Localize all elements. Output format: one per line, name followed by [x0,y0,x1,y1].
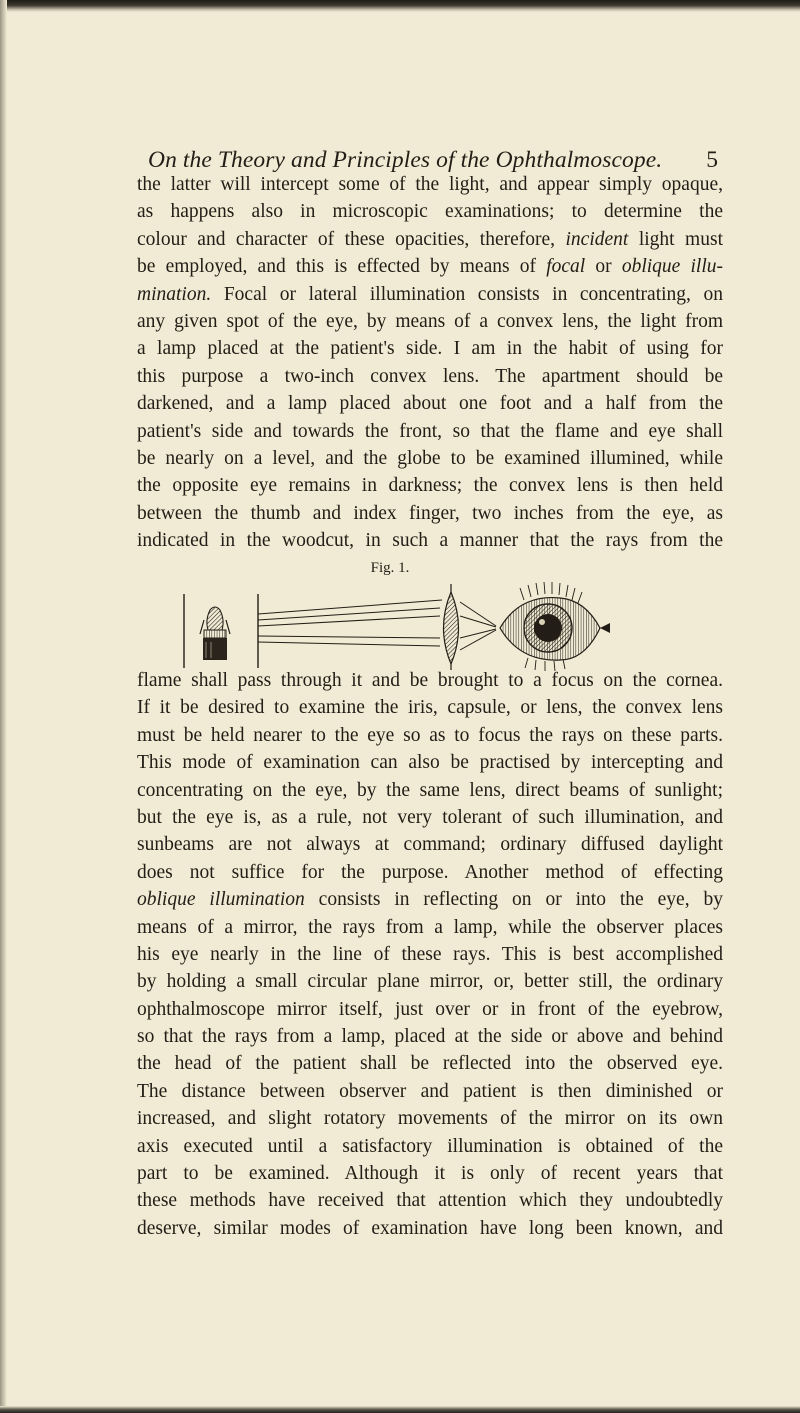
text-run: colour and character of these opacities, therefore, [137,228,566,250]
text-run: does not suffice for the purpose. Another method of effecting [137,861,723,883]
page-bottom-shadow [0,1406,800,1413]
text-run: concentrating on the eye, by the same lens, direct beams of sunlight; [137,779,723,801]
text-run: so that the rays from a lamp, placed at the side or above and behind [137,1026,723,1048]
text-line [137,1160,723,1187]
eye-icon [500,582,610,671]
figure-caption: Fig. 1. [370,560,410,576]
text-line [137,694,723,721]
text-line [137,445,723,472]
text-run: any given spot of the eye, by means of a convex lens, the light from [137,310,723,332]
text-run: the opposite eye remains in darkness; the convex lens is then held [137,475,723,497]
text-run: sunbeams are not always at command; ordinary diffused daylight [137,834,723,856]
italic-text: incident [565,228,629,250]
text-line [137,996,723,1023]
text-line [137,831,723,858]
page-number: 5 [706,147,718,173]
text-run: the head of the patient shall be reflected into the observed eye. [137,1053,723,1075]
text-line [137,968,723,995]
text-run: but the eye is, as a rule, not very tolerant of such illumination, and [137,806,723,828]
text-line [137,859,723,886]
text-run: patient's side and towards the front, so that the flame and eye shall [137,420,723,442]
text-run: as happens also in microscopic examinations; to determine the [137,201,723,223]
text-run: axis executed until a satisfactory illumination is obtained of the [137,1135,723,1157]
text-line [137,472,723,499]
figure-woodcut [170,560,610,670]
text-line [137,1105,723,1132]
body-text-upper [137,171,723,554]
text-run: be nearly on a level, and the globe to be examined illumined, while [137,447,723,469]
text-run: darkened, and a lamp placed about one foot and a half from the [137,393,723,415]
text-line [137,308,723,335]
italic-text: mination. [137,283,212,305]
text-line [137,749,723,776]
text-line [137,722,723,749]
text-line [137,281,723,308]
text-line [137,363,723,390]
text-run: light must [628,228,723,250]
text-line [137,418,723,445]
text-line [137,1187,723,1214]
text-run: Focal or lateral illumination consists in concentrating, on [211,283,723,305]
text-run: means of a mirror, the rays from a lamp, while the observer places [137,916,723,938]
page-gutter-shadow [0,0,7,1413]
text-run: these methods have received that attention which they undoubtedly [137,1190,723,1212]
text-line [137,1023,723,1050]
text-line [137,914,723,941]
italic-text: oblique illu- [621,256,723,278]
text-line [137,253,723,280]
text-run: ophthalmoscope mirror itself, just over or in front of the eyebrow, [137,998,723,1020]
convex-lens-icon [444,584,459,670]
text-run: increased, and slight rotatory movements of the mirror on its own [137,1108,723,1130]
text-line [137,1133,723,1160]
text-run: flame shall pass through it and be brought to a focus on the cornea. [137,670,723,691]
text-line [137,226,723,253]
text-run: consists in reflecting on or into the eye, by [304,889,723,911]
text-run: by holding a small circular plane mirror, or, better still, the ordinary [137,971,723,993]
text-run: between the thumb and index finger, two inches from the eye, as [137,502,723,524]
text-run: indicated in the woodcut, in such a manner that the rays from the [137,530,723,552]
running-head: On the Theory and Principles of the Ophthalmoscope. [148,147,663,173]
text-line [137,171,723,198]
text-line [137,804,723,831]
text-line [137,667,723,694]
text-line [137,527,723,554]
text-line [137,886,723,913]
text-run: or [585,256,622,278]
body-text-lower [137,667,723,1242]
text-line [137,500,723,527]
italic-text: oblique illumination [137,889,305,911]
text-run: If it be desired to examine the iris, capsule, or lens, the convex lens [137,697,723,719]
text-run: a lamp placed at the patient's side. I am in the habit of using for [137,338,723,360]
text-run: part to be examined. Although it is only of recent years that [137,1163,723,1185]
text-run: This mode of examination can also be practised by intercepting and [137,752,723,774]
text-line [137,335,723,362]
text-run: this purpose a two-inch convex lens. The apartment should be [137,365,723,387]
text-run: his eye nearly in the line of these rays. This is best accomplished [137,943,723,965]
text-line [137,198,723,225]
text-line [137,1215,723,1242]
text-line [137,1078,723,1105]
text-run: the latter will intercept some of the light, and appear simply opaque, [137,174,723,195]
text-run: be employed, and this is effected by means of [137,256,547,278]
text-run: deserve, similar modes of examination have long been known, and [137,1217,723,1239]
lamp-icon [200,607,230,660]
text-run: must be held nearer to the eye so as to focus the rays on these parts. [137,724,723,746]
light-rays [258,600,496,650]
text-line [137,390,723,417]
woodcut-illustration [170,580,610,672]
italic-text: focal [546,256,586,278]
text-line [137,777,723,804]
page-top-shadow [0,0,800,12]
text-line [137,941,723,968]
text-line [137,1050,723,1077]
text-run: The distance between observer and patient is then diminished or [137,1080,723,1102]
